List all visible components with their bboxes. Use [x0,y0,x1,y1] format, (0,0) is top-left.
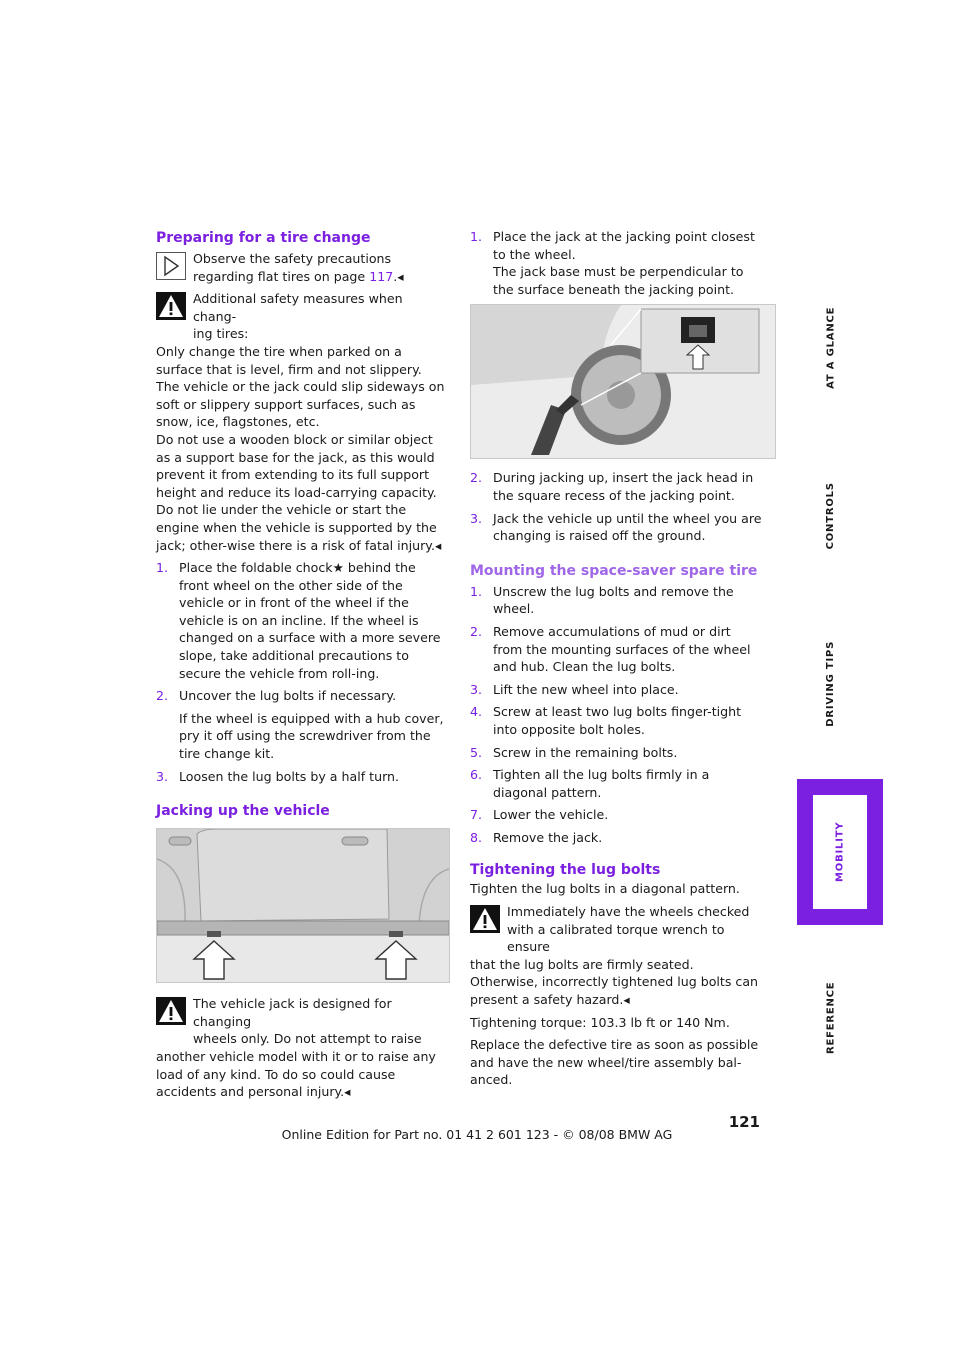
tab-reference[interactable]: REFERENCE [825,981,837,1055]
figure-jacking-points [156,828,450,983]
warning-icon [156,997,186,1025]
list-item: 4. Screw at least two lug bolts finger-tight into opposite bolt holes. [470,704,742,737]
heading-jacking: Jacking up the vehicle [156,803,330,820]
list-item: 1. Unscrew the lug bolts and remove the wheel. [470,583,734,617]
warning-jack-use: The vehicle jack is designed for changing wheels only. Do not attempt to raise another vehicle model with it or to raise any load of any kind. To do so could cause accidents and personal injury.◂ [156,996,436,1100]
heading-mounting: Mounting the space-saver spare tire [470,562,758,579]
note-arrow-icon [156,252,186,280]
jack-steps-b [470,469,762,544]
warning-torque-check: Immediately have the wheels checked with a calibrated torque wrench to ensure that the lug bolts are firmly seated. Otherwise, incorrectly tightened lug bolts can present a safety hazard.◂ [470,904,759,1008]
list-item: 6. Tighten all the lug bolts firmly in a diagonal pattern. [470,767,710,800]
section-sidebar [797,0,883,1350]
jack-steps-a [470,228,762,298]
warning-additional-safety: Additional safety measures when chang- ing tires: Only change the tire when parked on a surface that is level, firm and not slippery. The vehicle or the jack could slip sideways on soft or slippery support surfaces, such as snow, ice, flagstones, etc. Do not use a wooden block or similar object as a support base for the jack, as this would prevent it from extending to its full support height and reduce its load-carrying capacity. Do not lie under the vehicle or start the engine when the vehicle is supported by the jack; other-wise there is a risk of fatal injury.◂ [156,291,445,553]
list-item: 3. Loosen the lug bolts by a half turn. [156,768,400,784]
warning-icon [470,905,500,933]
jack-wheel-illustration [471,305,775,458]
page-number: 121 [728,1113,760,1131]
list-item: 2. Uncover the lug bolts if necessary. If the wheel is equipped with a hub cover, pry it off using the screwdriver from the tire change kit. [156,688,444,762]
tab-controls[interactable]: CONTROLS [825,482,837,550]
footer-edition: Online Edition for Part no. 01 41 2 601 123 - © 08/08 BMW AG [281,1127,673,1142]
left-column [156,228,448,1101]
torque-spec: Tightening torque: 103.3 lb ft or 140 Nm. [470,1014,730,1030]
list-item: 1. Place the foldable chock★ behind the front wheel on the other side of the vehicle or in front of the wheel if the vehicle is on an incline. If the wheel is changed on a surface with a more severe slope, take additional precautions to secure the vehicle from roll-ing. [156,560,441,681]
heading-tightening: Tightening the lug bolts [470,862,661,879]
list-item: 3. Lift the new wheel into place. [470,681,679,697]
tab-mobility-active[interactable] [797,779,883,925]
tab-at-a-glance[interactable]: AT A GLANCE [825,306,837,390]
tab-driving-tips[interactable]: DRIVING TIPS [825,641,837,727]
figure-jack-placement [470,304,776,459]
note-safety-precautions: Observe the safety precautions regarding flat tires on page 117.◂ [156,250,448,285]
list-item: 2. Remove accumulations of mud or dirt from the mounting surfaces of the wheel and hub. Clean the lug bolts. [470,623,751,675]
mount-steps [470,583,762,847]
list-item: 1. Place the jack at the jacking point closest to the wheel. The jack base must be perpendicular to the surface beneath the jacking point. [470,229,755,297]
prep-steps [156,559,448,785]
tab-mobility-label: MOBILITY [834,821,846,883]
page-link-117[interactable]: 117 [369,268,394,284]
list-item: 5. Screw in the remaining bolts. [470,744,678,760]
list-item: 2. During jacking up, insert the jack head in the square recess of the jacking point. [470,470,754,503]
list-item: 7. Lower the vehicle. [470,807,609,823]
right-column: 1. Place the jack at the jacking point closest to the wheel. The jack base must be perpendicular to the surface beneath the jacking point. 2. During jacking up, insert the jack head in the square recess of the jacking point. 3. Jack the vehicle up until the wheel you are changing is raised off the ground. Mounting the space-saver spare tire 1. Unscrew the lug bolts and remove the wheel. 2. Remove accumulations of mud or dirt from the mounting surfaces of the wheel and hub. Clean the lug bolts. 3. Lift the new wheel into place. 4. Screw at least two lug bolts finger-tight into opposite bolt holes. 5. Screw in the remaining bolts. 6. Tighten all the lug bolts firmly in a diagonal pattern. 7. Lower the vehicle. 8. Remove the jack. Tightening the lug bolts Tighten the lug bolts in a diagonal pattern. Immediately have the wheels checked with a calibrated torque wrench to ensure that the lug bolts are firmly seated. Otherwise, incorrectly tightened lug bolts can present a safety hazard.◂ Tightening torque: 103.3 lb ft or 140 Nm. Replace the defective tire as soon as possible and have the new wheel/tire assembly bal-anced. [470,228,762,1089]
car-side-illustration [157,829,449,982]
list-item: 8. Remove the jack. [470,829,603,845]
list-item: 3. Jack the vehicle up until the wheel you are changing is raised off the ground. [470,510,762,544]
warning-icon [156,292,186,320]
heading-preparing: Preparing for a tire change [156,230,371,246]
